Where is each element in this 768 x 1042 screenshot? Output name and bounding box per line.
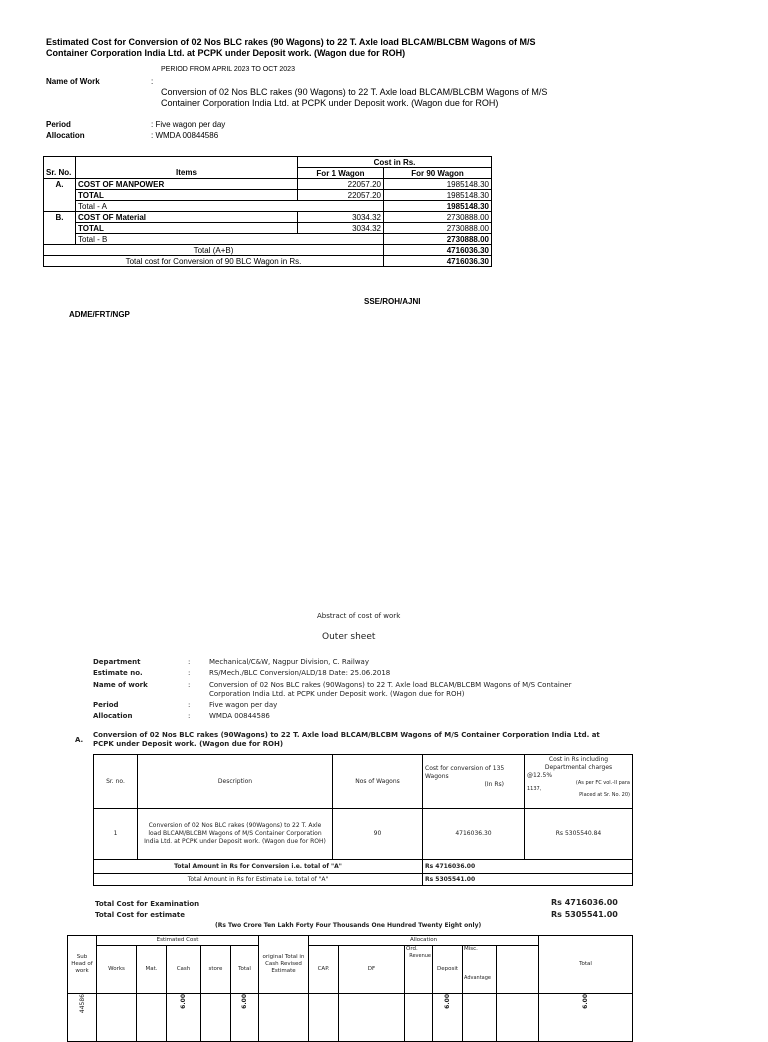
name-of-work-colon: : <box>151 77 154 86</box>
outer-sheet-title: Outer sheet <box>322 632 376 642</box>
cost-table <box>43 156 492 267</box>
total-exam-value: Rs 4716036.00 <box>551 898 618 907</box>
dept-label: Department <box>93 658 141 666</box>
name-of-work-label: Name of Work <box>46 77 100 86</box>
table-row: Total - A 1985148.30 <box>44 201 492 212</box>
table-row: B. COST OF Material 3034.32 2730888.00 <box>44 212 492 223</box>
col-srno: Sr. No. <box>44 168 76 179</box>
dept-value: Mechanical/C&W, Nagpur Division, C. Railway <box>209 658 369 666</box>
name-of-work-line-1: Conversion of 02 Nos BLC rakes (90 Wagons) to 22 T. Axle load BLCAM/BLCBM Wagons of M/S <box>161 87 548 97</box>
work-value-line-2: Corporation India Ltd. at PCPK under Deposit work. (Wagon due for ROH) <box>209 690 465 698</box>
col-alloc-total: Total <box>539 936 633 994</box>
abstract-title: Abstract of cost of work <box>317 612 401 620</box>
colon: : <box>188 701 191 709</box>
abstract-table <box>93 754 633 886</box>
name-of-work-line-2: Container Corporation India Ltd. at PCPK under Deposit work. (Wagon due for ROH) <box>161 98 499 108</box>
name-of-work-value <box>161 87 721 109</box>
allocation-label: Allocation <box>46 131 85 140</box>
col-nos-wagons: Nos of Wagons <box>333 755 423 809</box>
total-exam-label: Total Cost for Examination <box>95 900 200 908</box>
table-row: Total Amount in Rs for Estimate i.e. total of "A" Rs 5305541.00 <box>94 874 633 886</box>
col-description: Description <box>138 755 333 809</box>
cost-header-row-1 <box>44 157 492 168</box>
signature-sse: SSE/ROH/AJNI <box>364 297 421 306</box>
table-row: TOTAL 22057.20 1985148.30 <box>44 190 492 201</box>
section-a-title <box>93 731 653 749</box>
col-estimated-cost: Estimated Cost <box>97 936 259 946</box>
col-cost-135: Cost for conversion of 135 Wagons (In Rs) <box>423 755 525 809</box>
page-title <box>46 37 666 59</box>
col-sub-head: Sub Head of work <box>68 936 97 994</box>
alloc-header-row-2: Works Mat. Cash store Total CAP. DF Ord. Revenue Deposit Misc. Advantage <box>68 946 633 994</box>
allocation-table <box>67 935 633 1042</box>
alloc-value-2: WMDA 00844586 <box>209 712 270 720</box>
total-est-value: Rs 5305541.00 <box>551 910 618 919</box>
colon: : <box>188 669 191 677</box>
colon: : <box>188 712 191 720</box>
col-dept-charges: Cost in Rs including Departmental charges @12.5% (As per FC vol.-II para 1137, Placed at Sr. No. 20) <box>525 755 633 809</box>
work-label: Name of work <box>93 681 148 689</box>
col-allocation: Allocation <box>309 936 539 946</box>
col-original-total: original Total in Cash Revised Estimate <box>259 936 309 994</box>
col-90-wagon: For 90 Wagon <box>384 168 492 179</box>
alloc-header-row-1 <box>68 936 633 946</box>
table-row: 1 Conversion of 02 Nos BLC rakes (90Wagons) to 22 T. Axle load BLCAM/BLCBM Wagons of M/S Container Corporation India Ltd. at PCPK under Deposit work. (Wagon due for ROH) 90 4716036.30 Rs 5305540.84 <box>94 809 633 860</box>
work-value-line-1: Conversion of 02 Nos BLC rakes (90Wagons) to 22 T. Axle load BLCAM/BLCBM Wagons of M/S Container <box>209 681 572 689</box>
table-row: A. COST OF MANPOWER 22057.20 1985148.30 <box>44 179 492 190</box>
cost-header-row-2 <box>44 168 492 179</box>
title-line-2: Container Corporation India Ltd. at PCPK under Deposit work. (Wagon due for ROH) <box>46 48 406 58</box>
table-row: Total - B 2730888.00 <box>44 234 492 245</box>
period-label: Period <box>46 120 71 129</box>
work-value <box>209 681 629 699</box>
section-a-line-2: PCPK under Deposit work. (Wagon due for ROH) <box>93 740 284 748</box>
period-value-2: Five wagon per day <box>209 701 278 709</box>
period-value: : Five wagon per day <box>151 120 226 129</box>
allocation-value: : WMDA 00844586 <box>151 131 219 140</box>
colon: : <box>188 658 191 666</box>
col-1-wagon: For 1 Wagon <box>298 168 384 179</box>
table-row: TOTAL 3034.32 2730888.00 <box>44 223 492 234</box>
title-line-1: Estimated Cost for Conversion of 02 Nos BLC rakes (90 Wagons) to 22 T. Axle load BLCAM/BLCBM Wagons of M/S <box>46 37 536 47</box>
section-a-line-1: Conversion of 02 Nos BLC rakes (90Wagons) to 22 T. Axle load BLCAM/BLCBM Wagons of M/S Container Corporation India Ltd. at <box>93 731 600 739</box>
colon: : <box>188 681 191 689</box>
cost-in-rs-header: Cost in Rs. <box>298 157 492 168</box>
section-a-mark: A. <box>75 736 84 744</box>
alloc-label-2: Allocation <box>93 712 133 720</box>
col-sr-no: Sr. no. <box>94 755 138 809</box>
amount-in-words: (Rs Two Crore Ten Lakh Forty Four Thousands One Hundred Twenty Eight only) <box>215 922 482 929</box>
table-row: Total (A+B) 4716036.30 <box>44 245 492 256</box>
period-label-2: Period <box>93 701 119 709</box>
period-range: PERIOD FROM APRIL 2023 TO OCT 2023 <box>161 66 295 73</box>
table-row: Total cost for Conversion of 90 BLC Wagon in Rs. 4716036.30 <box>44 256 492 267</box>
estimate-value: RS/Mech./BLC Conversion/ALD/18 Date: 25.06.2018 <box>209 669 391 677</box>
col-items: Items <box>76 168 298 179</box>
table-row: 44586 6.00 6.00 6.00 6.00 <box>68 994 633 1042</box>
table-row: Total Amount in Rs for Conversion i.e. total of "A" Rs 4716036.00 <box>94 860 633 874</box>
estimate-label: Estimate no. <box>93 669 143 677</box>
signature-adme: ADME/FRT/NGP <box>69 310 130 319</box>
abstract-header-row <box>94 755 633 809</box>
total-est-label: Total Cost for estimate <box>95 911 185 919</box>
